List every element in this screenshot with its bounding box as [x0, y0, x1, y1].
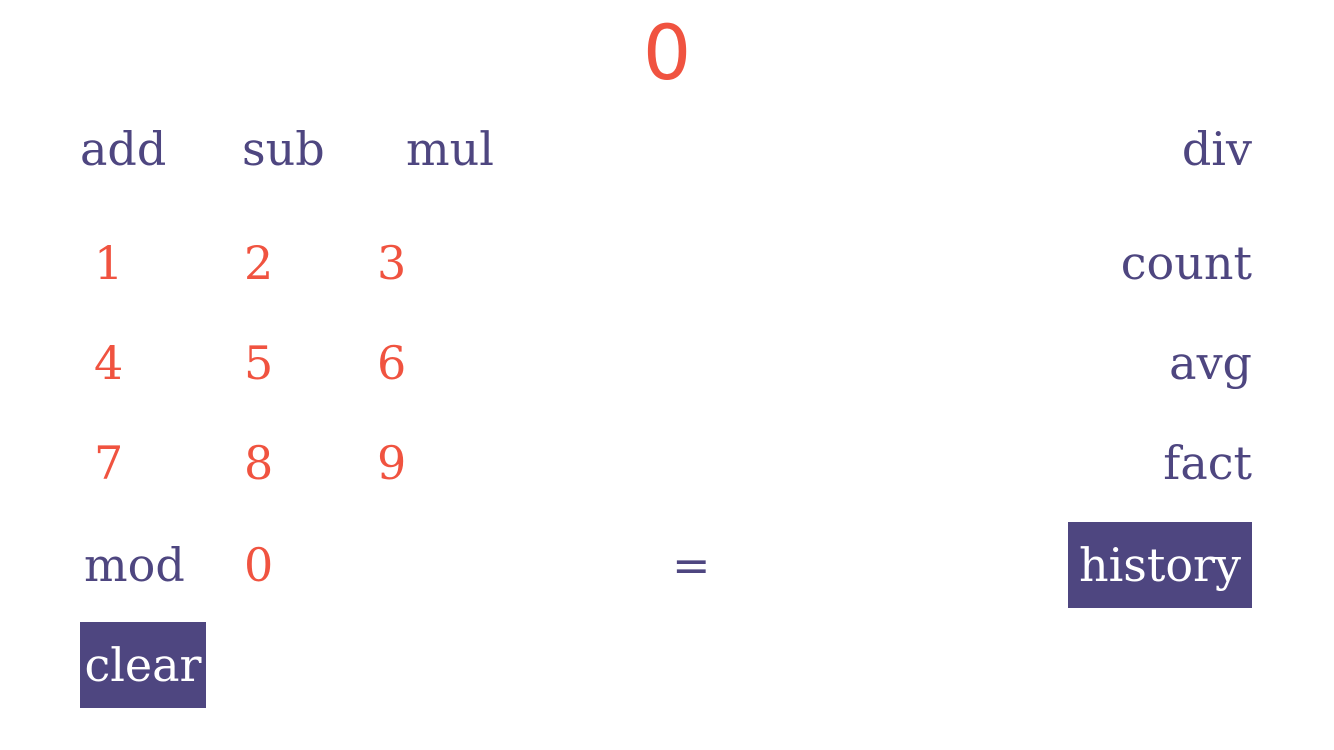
fact-button[interactable]: fact [1163, 436, 1252, 490]
digit-3-button[interactable]: 3 [377, 236, 407, 290]
digit-6-button[interactable]: 6 [377, 336, 407, 390]
count-button[interactable]: count [1120, 236, 1252, 290]
mul-button[interactable]: mul [406, 122, 494, 176]
digit-1-button[interactable]: 1 [94, 236, 124, 290]
avg-button[interactable]: avg [1169, 336, 1252, 390]
add-button[interactable]: add [80, 122, 167, 176]
digit-4-button[interactable]: 4 [94, 336, 124, 390]
mod-button[interactable]: mod [84, 538, 185, 592]
digit-2-button[interactable]: 2 [244, 236, 274, 290]
sub-button[interactable]: sub [242, 122, 325, 176]
digit-5-button[interactable]: 5 [244, 336, 274, 390]
digit-0-button[interactable]: 0 [244, 538, 274, 592]
digit-8-button[interactable]: 8 [244, 436, 274, 490]
div-button[interactable]: div [1181, 122, 1252, 176]
history-button[interactable]: history [1068, 522, 1252, 608]
clear-button[interactable]: clear [80, 622, 206, 708]
result-display: 0 [642, 8, 692, 97]
digit-9-button[interactable]: 9 [377, 436, 407, 490]
digit-7-button[interactable]: 7 [94, 436, 124, 490]
equals-button[interactable]: = [672, 538, 711, 592]
